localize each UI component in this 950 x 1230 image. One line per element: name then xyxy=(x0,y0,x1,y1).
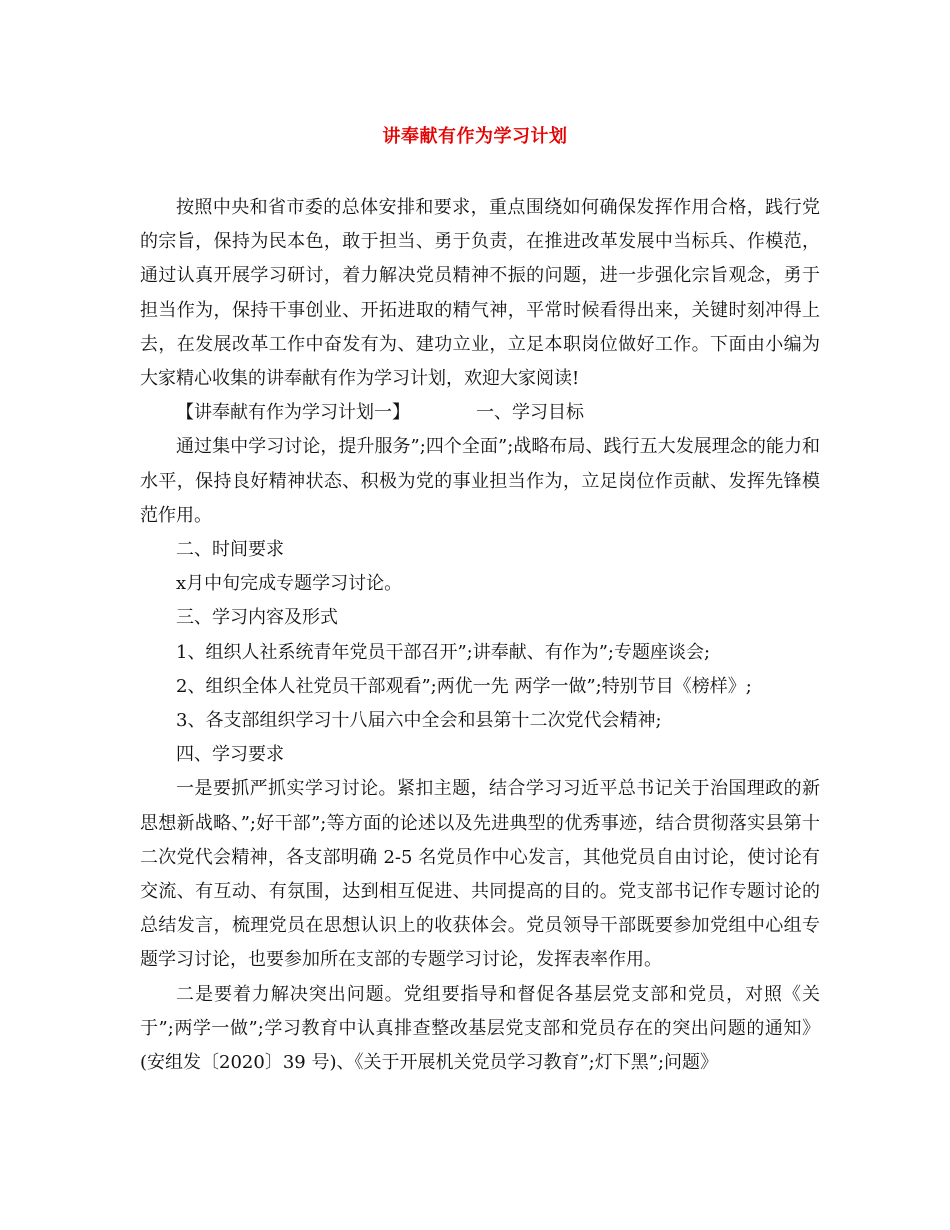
content-heading: 三、学习内容及形式 xyxy=(176,607,338,629)
content-item-2: 2、组织全体人社党员干部观看”;两优一先 两学一做”;特别节目《榜样》; xyxy=(176,675,752,697)
section-heading: 【讲奉献有作为学习计划一】 xyxy=(176,402,410,424)
intro-paragraph: 按照中央和省市委的总体安排和要求，重点围绕如何确保发挥作用合格，践行党的宗旨，保持为民本色，敢于担当、勇于负责，在推进改革发展中当标兵、作模范，通过认真开展学习研讨，着力解决党员精神不振的问题，进一步强化宗旨观念，勇于担当作为，保持干事创业、开拓进取的精气神，平常时候看得出来，关键时刻冲得上去，在发展改革工作中奋发有为、建功立业，立足本职岗位做好工作。下面由小编为大家精心收集的讲奉献有作为学习计划，欢迎大家阅读! xyxy=(140,197,820,390)
requirement-1-paragraph: 一是要抓严抓实学习讨论。紧扣主题，结合学习习近平总书记关于治国理政的新思想新战略、”;好干部”;等方面的论述以及先进典型的优秀事迹，结合贯彻落实县第十二次党代会精神，各支部明确 2-5 名党员作中心发言，其他党员自由讨论，使讨论有交流、有互动、有氛围，达到相互促进、共同提高的目的。党支部书记作专题讨论的总结发言，梳理党员在思想认识上的收获体会。党员领导干部既要参加党组中心组专题学习讨论，也要参加所在支部的专题学习讨论，发挥表率作用。 xyxy=(140,778,820,971)
time-paragraph: x月中旬完成专题学习讨论。 xyxy=(176,573,403,595)
document-title: 讲奉献有作为学习计划 xyxy=(382,126,568,147)
content-item-1: 1、组织人社系统青年党员干部召开”;讲奉献、有作为”;专题座谈会; xyxy=(176,641,711,663)
requirement-2-paragraph: 二是要着力解决突出问题。党组要指导和督促各基层党支部和党员，对照《关于”;两学一做”;学习教育中认真排查整改基层党支部和党员存在的突出问题的通知》(安组发〔2020〕39 号)、《关于开展机关党员学习教育”;灯下黑”;问题》 xyxy=(140,983,820,1074)
section-heading-line xyxy=(140,396,820,430)
document-body xyxy=(140,191,820,1080)
content-item-3: 3、各支部组织学习十八届六中全会和县第十二次党代会精神; xyxy=(176,710,662,732)
time-heading: 二、时间要求 xyxy=(176,539,284,561)
requirements-heading: 四、学习要求 xyxy=(176,744,284,766)
goal-paragraph: 通过集中学习讨论，提升服务”;四个全面”;战略布局、践行五大发展理念的能力和水平，保持良好精神状态、积极为党的事业担当作为，立足岗位作贡献、发挥先锋模范作用。 xyxy=(140,436,820,526)
section-subheading: 一、学习目标 xyxy=(476,402,584,424)
